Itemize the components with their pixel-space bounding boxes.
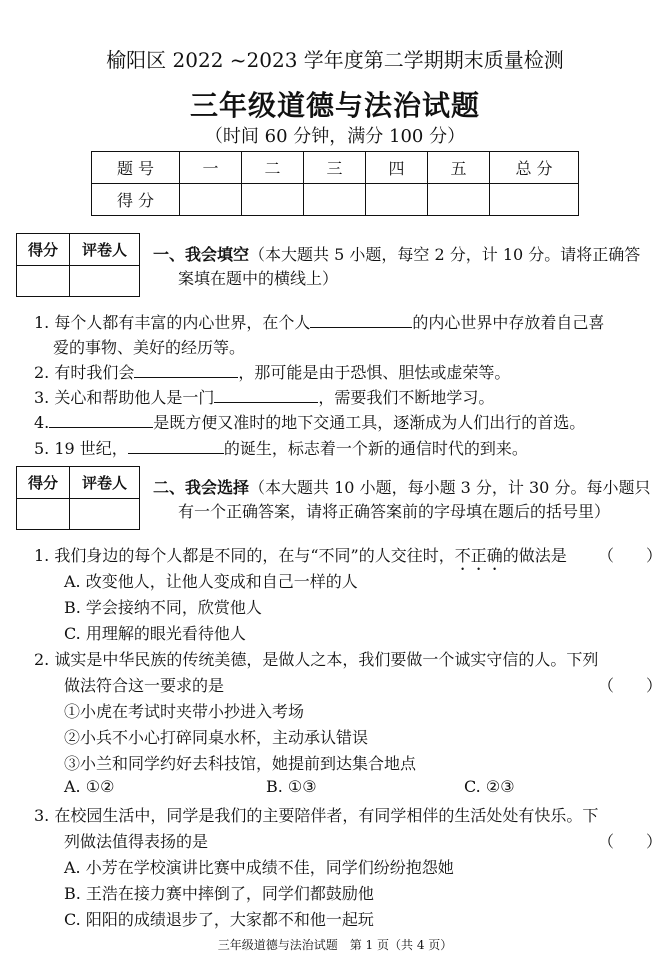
s2-q1-option-b: B. 学会接纳不同，欣赏他人 <box>64 598 262 617</box>
fill-blank[interactable] <box>214 386 318 403</box>
grader-score-cell[interactable] <box>17 266 70 297</box>
grader-name-label: 评卷人 <box>81 241 127 259</box>
score-table-header-row <box>92 152 579 184</box>
s2-q3-option-c: C. 阳阳的成绩退步了，大家都不和他一起玩 <box>64 910 374 929</box>
section2-heading <box>153 476 658 524</box>
s1-question-1-cont: 爱的事物、美好的经历等。 <box>53 338 246 357</box>
exam-title: 三年级道德与法治试题 <box>189 89 480 122</box>
score-cell[interactable] <box>366 184 428 216</box>
grader-score-label: 得分 <box>17 234 70 265</box>
section1-heading <box>153 243 658 291</box>
score-cell[interactable] <box>180 184 242 216</box>
s2-q3-option-a: A. 小芳在学校演讲比赛中成绩不佳，同学们纷纷抱怨她 <box>64 858 454 877</box>
section1-number: 一、 <box>153 245 186 264</box>
fill-blank[interactable] <box>128 437 224 454</box>
s2-question-2-stem: 2. 诚实是中华民族的传统美德，是做人之本，我们要做一个诚实守信的人。下列 <box>34 650 599 669</box>
s2-q2-option-b: B. ①③ <box>266 777 317 796</box>
fill-blank[interactable] <box>310 311 412 328</box>
s2-q2-statement-3: ③小兰和同学约好去科技馆，她提前到达集合地点 <box>64 754 417 773</box>
answer-paren[interactable]: （ ） <box>598 832 663 851</box>
grader-box-section1 <box>16 233 140 297</box>
s2-q2-option-c: C. ②③ <box>464 777 515 796</box>
emphasis-text: 不正确 <box>454 546 503 565</box>
section1-title: 我会填空 <box>185 245 250 264</box>
score-header-cell: 一 <box>180 152 242 184</box>
score-header-cell: 三 <box>304 152 366 184</box>
fill-blank[interactable] <box>134 361 238 378</box>
grader-name-label: 评卷人 <box>81 474 127 492</box>
s1-question-5: 5. 19 世纪， 的诞生，标志着一个新的通信时代的到来。 <box>34 439 528 458</box>
s2-question-3-stem-cont: 列做法值得表扬的是 <box>64 832 209 851</box>
section1-description-cont: 案填在题中的横线上） <box>178 269 339 288</box>
grader-score-label: 得分 <box>17 467 70 498</box>
s2-q2-statement-2: ②小兵不小心打碎同桌水杯，主动承认错误 <box>64 728 369 747</box>
s2-q1-option-c: C. 用理解的眼光看待他人 <box>64 624 246 643</box>
score-header-cell: 题 号 <box>92 152 180 184</box>
answer-paren[interactable]: （ ） <box>598 676 663 695</box>
score-row-label: 得 分 <box>92 184 180 216</box>
score-header-cell: 总 分 <box>490 152 579 184</box>
section2-title: 我会选择 <box>185 478 250 497</box>
exam-subtitle: （时间 60 分钟，满分 100 分） <box>204 126 466 147</box>
grader-name-cell[interactable] <box>70 499 139 530</box>
s2-q3-option-b: B. 王浩在接力赛中摔倒了，同学们都鼓励他 <box>64 884 374 903</box>
s2-q2-statement-1: ①小虎在考试时夹带小抄进入考场 <box>64 702 305 721</box>
score-table <box>91 151 579 216</box>
s2-q2-option-a: A. ①② <box>64 777 115 796</box>
grader-box-section2 <box>16 466 140 530</box>
score-cell[interactable] <box>490 184 579 216</box>
page-footer: 三年级道德与法治试题 第 1 页（共 4 页） <box>217 938 453 952</box>
s1-question-3: 3. 关心和帮助他人是一门 ，需要我们不断地学习。 <box>34 388 495 407</box>
s1-question-2: 2. 有时我们会 ，那可能是由于恐惧、胆怯或虚荣等。 <box>34 363 511 382</box>
grader-score-cell[interactable] <box>17 499 70 530</box>
s1-question-1: 1. 每个人都有丰富的内心世界，在个人 的内心世界中存放着自己喜 <box>34 313 605 332</box>
answer-paren[interactable]: （ ） <box>598 546 663 565</box>
grader-name-cell[interactable] <box>70 266 139 297</box>
section2-description-cont: 有一个正确答案，请将正确答案前的字母填在题后的括号里） <box>178 502 611 521</box>
score-header-cell: 四 <box>366 152 428 184</box>
s2-q1-option-a: A. 改变他人，让他人变成和自己一样的人 <box>64 572 358 591</box>
score-cell[interactable] <box>428 184 490 216</box>
section2-number: 二、 <box>153 478 186 497</box>
fill-blank[interactable] <box>49 411 153 428</box>
exam-header-line: 榆阳区 2022 ~2023 学年度第二学期期末质量检测 <box>106 48 564 72</box>
score-header-cell: 二 <box>242 152 304 184</box>
section1-description: （本大题共 5 小题，每空 2 分，计 10 分。请将正确答 <box>249 245 641 264</box>
s1-question-4: 4. 是既方便又准时的地下交通工具，逐渐成为人们出行的首选。 <box>34 413 586 432</box>
score-table-score-row <box>92 184 579 216</box>
s2-question-3-stem: 3. 在校园生活中，同学是我们的主要陪伴者，有同学相伴的生活处处有快乐。下 <box>34 806 599 825</box>
section2-description: （本大题共 10 小题，每小题 3 分，计 30 分。每小题只 <box>249 478 651 497</box>
s2-question-1-stem: 1. 我们身边的每个人都是不同的，在与“不同”的人交往时，不正确的做法是 <box>34 546 567 565</box>
s2-question-2-stem-cont: 做法符合这一要求的是 <box>64 676 225 695</box>
score-cell[interactable] <box>304 184 366 216</box>
score-cell[interactable] <box>242 184 304 216</box>
score-header-cell: 五 <box>428 152 490 184</box>
